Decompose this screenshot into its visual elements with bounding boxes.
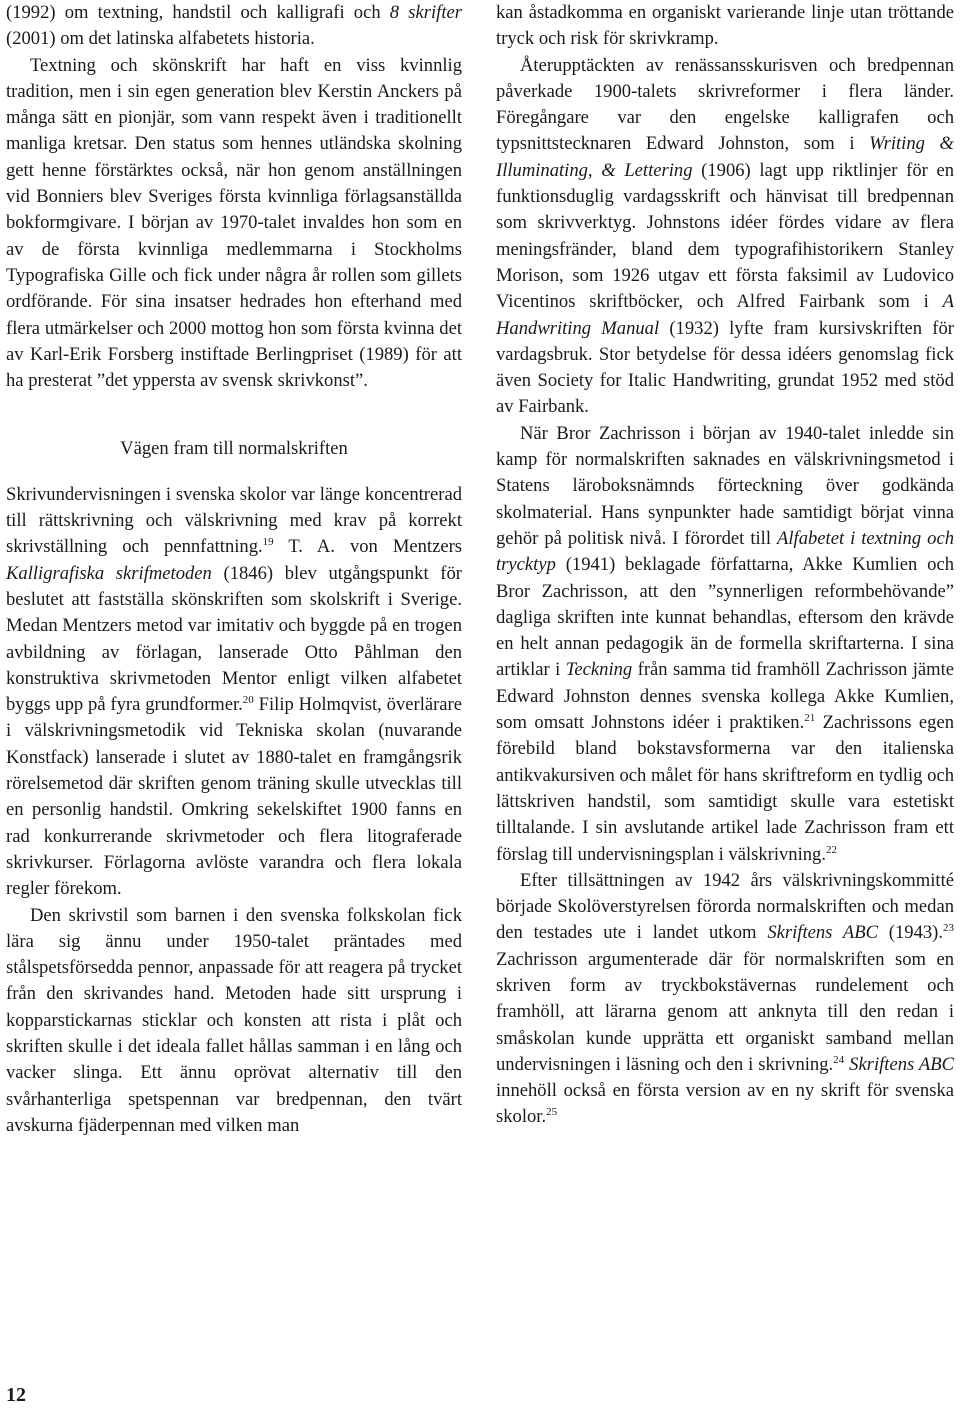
- right-paragraph-4: Efter tillsättningen av 1942 års välskrivningskommitté började Skolöverstyrelsen förorda normalskriften och medan den testades ute i landet utkom Skriftens ABC (1943).$^{23}$ Zachrisson argumenterade där för normalskriften som en skriven form av tryckbokstävernas rundelement och framhöll, att lärarna genom att anknyta till den redan i småskolan kunde upprätta ett organiskt samband mellan undervisningen i läsning och den i skrivning.$^{24}$ Skriftens ABC innehöll också en första version av en ny skrift för svenska skolor.$^{25}$: [496, 869, 955, 1128]
- footnote-ref-23: 23: [943, 922, 955, 935]
- footnote-ref-20: 20: [242, 693, 254, 706]
- left-paragraph-3: Skrivundervisningen i svenska skolor var länge koncentrerad till rättskrivning och välskrivning med krav på korrekt skrivställning och pennfattning.$^{19}$ T. A. von Mentzers Kalligrafiska skrifmetoden (1846) blev utgångspunkt för beslutet att fastställa skönskriften som skolskrift i Sverige. Medan Mentzers metod var imitativ och byggde på en trogen avbildning av förlagan, lanserade Otto Påhlman den konstruktiva skrivmetoden Mentor enligt vilken alfabetet byggs upp på fyra grundformer.$^{20}$ Filip Holmqvist, överlärare i välskrivningsmetodik vid Tekniska skolan (nuvarande Konstfack) lanserade i slutet av 1880-talet en framgångsrik rörelsemetod där skriften genom träning skulle utvecklas till en personlig handstil. Omkring sekelskiftet 1900 fanns en rad konkurrerande skrivmetoder och flera litograferade skrivkurser. Förlagorna avlöste varandra och flera lokala regler förekom.: [6, 483, 463, 900]
- right-paragraph-1: kan åstadkomma en organiskt varierande linje utan tröttande tryck och risk för skrivkramp.: [496, 2, 954, 50]
- footnote-ref-19: 19: [262, 536, 274, 549]
- footnote-ref-21: 21: [804, 711, 816, 724]
- page-number: 12: [6, 1384, 26, 1406]
- left-paragraph-4: Den skrivstil som barnen i den svenska folkskolan fick lära sig ännu under 1950-talet präntades med stålspetsförsedda pennor, anpassade för att reagera på trycket från den skrivandes hand. Metoden hade sitt ursprung i kopparstickarnas sticklar och konsten att rista i plåt och skriften skulle i det ideala fallet hållas samman i en lång och vacker slinga. Ett ännu oprövat alternativ till den svårhanterliga spetspennan var bredpennan, den tvärt avskurna fjäderpennan med vilken man: [6, 904, 462, 1136]
- footnote-ref-25: 25: [546, 1106, 558, 1119]
- left-paragraph-1: (1992) om textning, handstil och kalligrafi och 8 skrifter (2001) om det latinska alfabetets historia.: [6, 2, 462, 50]
- left-column: [6, 0, 462, 1139]
- section-heading: Vägen fram till normalskriften: [120, 438, 348, 460]
- right-paragraph-3: När Bror Zachrisson i början av 1940-talet inledde sin kamp för normalskriften saknades en välskrivningsmetod i Statens läroboksnämnds förteckning över godkända skolmaterial. Hans synpunkter hade samtidigt börjat vinna gehör på politisk nivå. I förordet till Alfabetet i textning och trycktyp (1941) beklagade författarna, Akke Kumlien och Bror Zachrisson, att den ”synnerligen reformbehövande” dagliga skriften inte kunnat behandlas, eftersom den krävde en helt annan pedagogik än de formella skriftarterna. I sina artiklar i Teckning från samma tid framhöll Zachrisson jämte Edward Johnston dennes svenska kollega Akke Kumlien, som omsatt Johnstons idéer i praktiken.$^{21}$ Zachrissons egen förebild bland bokstavsformerna var den italienska antikvakursiven och målet för hans skriftreform en tydlig och lättskriven handstil, som samtidigt skulle vara estetiskt tilltalande. I sin avslutande artikel lade Zachrisson fram ett förslag till undervisningsplan i välskrivning.$^{22}$: [496, 422, 955, 865]
- left-paragraph-2: Textning och skönskrift har haft en viss kvinnlig tradition, men i sin egen generation blev Kerstin Anckers på många sätt en pionjär, som vann respekt även i traditionellt manliga kretsar. Den status som hennes utländska skolning gett henne förstärktes också, när hon genom anställningen vid Bonniers blev Sveriges första kvinnliga förlagsanställda bokformgivare. I början av 1970-talet invaldes hon som en av de första kvinnliga medlemmarna i Stockholms Typografiska Gille och fick under några år rollen som gillets ordförande. För sina insatser hedrades hon efterhand med flera utmärkelser och 2000 mottog hon som första kvinna det av Karl-Erik Forsberg instiftade Berlingpriset (1989) för att ha presterat ”det yppersta av svensk skrivkonst”.: [6, 54, 462, 392]
- right-paragraph-2: Återupptäckten av renässansskurisven och bredpennan påverkade 1900-talets skrivreformer i flera länder. Föregångare var den engelske kalligrafen och typsnittstecknaren Edward Johnston, som i Writing & Illuminating, & Lettering (1906) lagt upp riktlinjer för en funktionsduglig vardagsskrift och hänvisat till bredpennan som skrivverktyg. Johnstons idéer fördes vidare av flera meningsfränder, bland dem typografihistorikern Stanley Morison, som 1926 utgav ett första faksimil av Ludovico Vicentinos skriftböcker, och Alfred Fairbank som i A Handwriting Manual (1932) lyfte fram kursivskriften för vardagsbruk. Stor betydelse för dessa idéers genomslag fick även Society for Italic Handwriting, grundat 1952 med stöd av Fairbank.: [496, 54, 954, 418]
- right-column: [496, 0, 954, 1131]
- footnote-ref-24: 24: [833, 1053, 845, 1066]
- footnote-ref-22: 22: [826, 843, 838, 856]
